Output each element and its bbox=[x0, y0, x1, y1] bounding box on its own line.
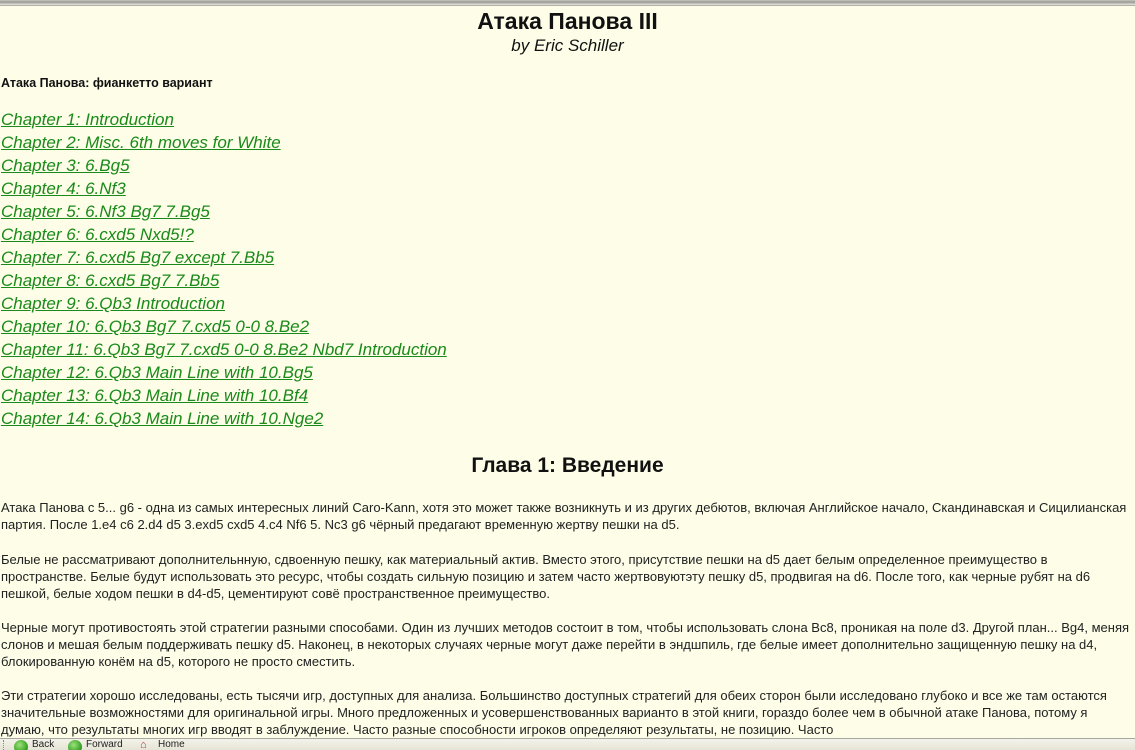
toc-item bbox=[1, 132, 447, 155]
back-label: Back bbox=[32, 739, 55, 750]
chapter-link-1[interactable]: Chapter 1: Introduction bbox=[1, 110, 174, 129]
toc-item bbox=[1, 247, 447, 270]
forward-button[interactable] bbox=[68, 739, 123, 750]
chapter-link-9[interactable]: Chapter 9: 6.Qb3 Introduction bbox=[1, 294, 225, 313]
toc-item bbox=[1, 178, 447, 201]
chapter-link-11[interactable]: Chapter 11: 6.Qb3 Bg7 7.cxd5 0-0 8.Be2 Nbd7 Introduction bbox=[1, 340, 447, 359]
window-top-border bbox=[0, 0, 1135, 6]
toc-item bbox=[1, 362, 447, 385]
chapter-link-8[interactable]: Chapter 8: 6.cxd5 Bg7 7.Bb5 bbox=[1, 271, 220, 290]
page-author: by Eric Schiller bbox=[511, 36, 624, 55]
chapter-link-3[interactable]: Chapter 3: 6.Bg5 bbox=[1, 156, 130, 175]
chapter-paragraph: Белые не рассматривают дополнительнную, сдвоенную пешку, как материальный актив. Вместо этого, присутствие пешки на d5 дает белым определенное преимущество в пространстве. Белые будут использовать это ресурс, чтобы создать сильную позицию и затем часто жертвовуютэту пешку d5, продвигая на d6. После того, как черные рубят на d6 пешкой, белые ходом пешки в d4-d5, цементируют совё пространственное преимущество. bbox=[1, 552, 1091, 601]
toc-item bbox=[1, 155, 447, 178]
page-subtitle: Атака Панова: фианкетто вариант bbox=[1, 76, 213, 90]
chapter-paragraph: Черные могут противостоять этой стратегии разными способами. Один из лучших методов состоит в том, чтобы использовать слона Bc8, проникая на поле d3. Другой план... Bg4, меняя слонов и мешая белым поддерживать пешку d5. Наконец, в некоторых случаях черные могут даже перейти в эндшпиль, где белые имеет дополнительно защищенную пешку на d4, блокированную конём на d5, которого не просто сместить. bbox=[1, 620, 1130, 669]
chapter-link-5[interactable]: Chapter 5: 6.Nf3 Bg7 7.Bg5 bbox=[1, 202, 210, 221]
navigation-toolbar bbox=[0, 738, 1135, 750]
toc-item bbox=[1, 385, 447, 408]
chapter-link-10[interactable]: Chapter 10: 6.Qb3 Bg7 7.cxd5 0-0 8.Be2 bbox=[1, 317, 310, 336]
table-of-contents bbox=[1, 109, 447, 431]
chapter-link-4[interactable]: Chapter 4: 6.Nf3 bbox=[1, 179, 126, 198]
toc-item bbox=[1, 316, 447, 339]
forward-label: Forward bbox=[86, 739, 123, 750]
back-button[interactable] bbox=[14, 739, 54, 750]
toc-item bbox=[1, 408, 447, 431]
home-icon: ⌂ bbox=[140, 739, 147, 750]
chapter-link-2[interactable]: Chapter 2: Misc. 6th moves for White bbox=[1, 133, 281, 152]
chapter-paragraph: Эти стратегии хорошо исследованы, есть тысячи игр, доступных для анализа. Большинство доступных стратегий для обеих сторон были исследовано глубоко и все же там остаются значительные возможностями для оригинальной игры. Много предложенных и усовершенствованных варианто в этой книги, гораздо более чем в обычной атаке Панова, потому я думаю, что результаты многих игр вводят в заблуждение. Часто разные способности игроков определяют результаты, не позицию. Часто bbox=[1, 688, 1107, 737]
chapter-heading: Глава 1: Введение bbox=[471, 454, 664, 477]
toc-item bbox=[1, 224, 447, 247]
chapter-paragraph: Атака Панова с 5... g6 - одна из самых интересных линий Caro-Kann, хотя это может также возникнуть и из других дебютов, включая Английское начало, Скандинавская и Сицилианская партия. После 1.e4 c6 2.d4 d5 3.exd5 cxd5 4.c4 Nf6 5. Nc3 g6 чёрный предагают временную жертву пешки на d5. bbox=[1, 500, 1127, 532]
toc-item bbox=[1, 270, 447, 293]
chapter-link-6[interactable]: Chapter 6: 6.cxd5 Nxd5!? bbox=[1, 225, 194, 244]
toc-item bbox=[1, 201, 447, 224]
toc-item bbox=[1, 109, 447, 132]
chapter-link-12[interactable]: Chapter 12: 6.Qb3 Main Line with 10.Bg5 bbox=[1, 363, 313, 382]
home-label: Home bbox=[158, 739, 185, 750]
chapter-link-14[interactable]: Chapter 14: 6.Qb3 Main Line with 10.Nge2 bbox=[1, 409, 324, 428]
chapter-link-13[interactable]: Chapter 13: 6.Qb3 Main Line with 10.Bf4 bbox=[1, 386, 309, 405]
toc-item bbox=[1, 339, 447, 362]
page-title: Атака Панова III bbox=[477, 8, 658, 34]
toc-item bbox=[1, 293, 447, 316]
home-button[interactable] bbox=[140, 739, 185, 750]
chapter-link-7[interactable]: Chapter 7: 6.cxd5 Bg7 except 7.Bb5 bbox=[1, 248, 275, 267]
